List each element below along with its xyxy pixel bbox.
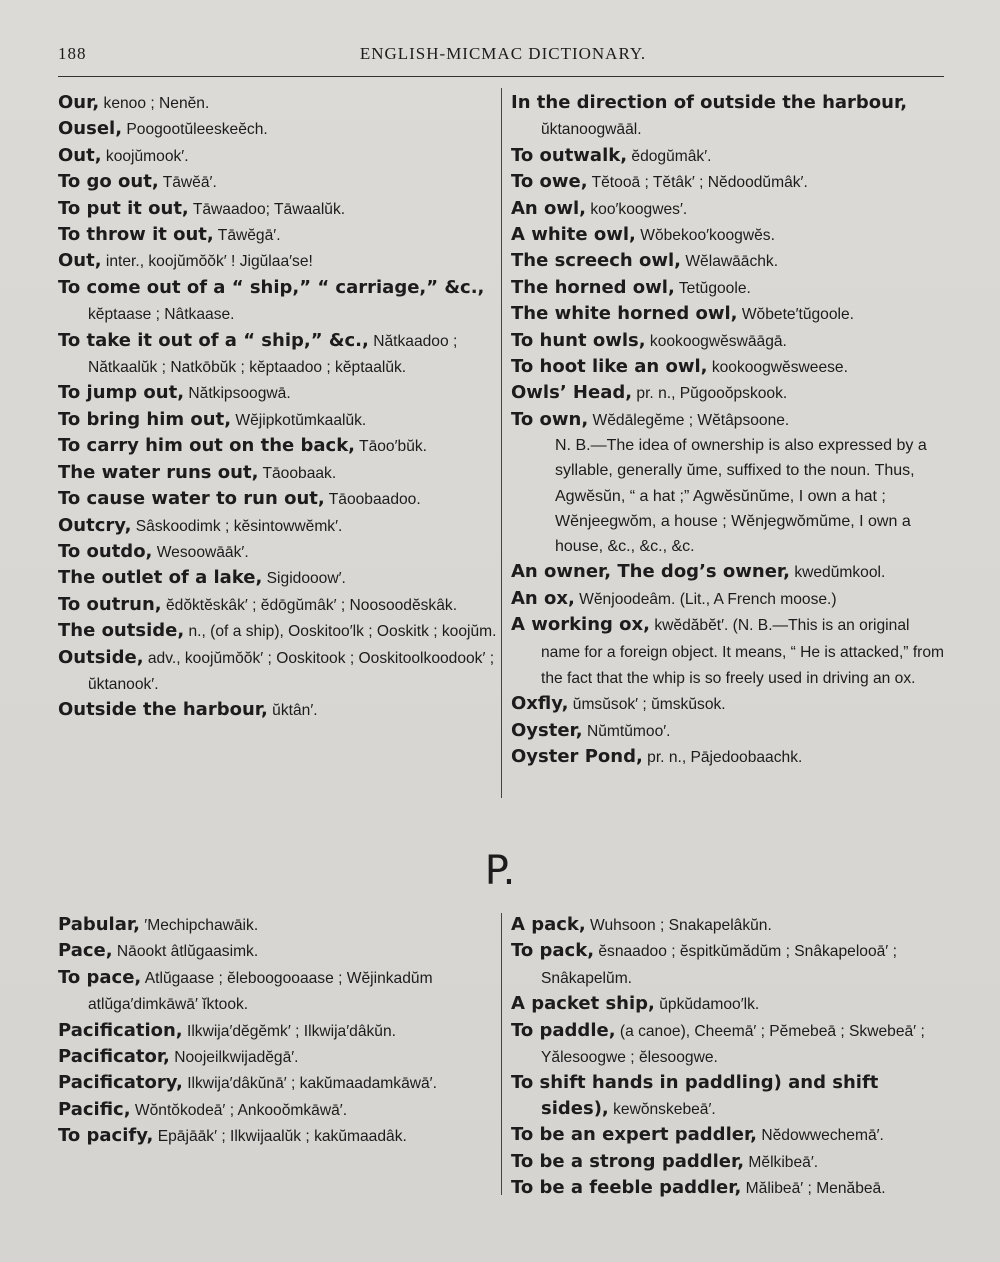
dictionary-entry xyxy=(58,196,498,222)
entry-headword: Pacification, xyxy=(58,1019,183,1041)
dictionary-entry xyxy=(58,275,498,328)
dictionary-entry xyxy=(58,486,498,512)
dictionary-entry xyxy=(58,1123,498,1149)
dictionary-entry xyxy=(511,912,951,938)
entry-gloss: kĕptaase ; Nâtkaase. xyxy=(88,306,235,324)
entry-headword: To carry him out on the back, xyxy=(58,435,355,457)
entry-headword: To outdo, xyxy=(58,540,153,562)
entry-headword: The water runs out, xyxy=(58,461,259,483)
dictionary-entry xyxy=(58,1097,498,1123)
dictionary-entry xyxy=(58,618,498,644)
entry-headword: An owner, The dog’s owner, xyxy=(511,561,790,583)
entry-gloss: Ilkwija′dĕgĕmk′ ; Ilkwija′dâkŭn. xyxy=(182,1022,396,1040)
entry-gloss: Wŏbete′tŭgoole. xyxy=(737,306,854,324)
entry-gloss: Atlŭgaase ; ĕleboogooaase ; Wĕjinkadŭm atlŭga′dimkāwā′ ĭktook. xyxy=(88,969,433,1014)
dictionary-entry xyxy=(511,559,951,585)
entry-headword: Out, xyxy=(58,250,102,272)
entry-gloss: Nătkaadoo ; Nătkaalŭk ; Natkōbŭk ; kĕptaadoo ; kĕptaalŭk. xyxy=(88,332,458,377)
entry-headword: Out, xyxy=(58,144,102,166)
entry-headword: The horned owl, xyxy=(511,276,675,298)
dictionary-entry xyxy=(511,691,951,717)
entry-gloss: Sâskoodimk ; kĕsintowwĕmk′. xyxy=(131,517,343,535)
entry-headword: To hoot like an owl, xyxy=(511,356,708,378)
entry-gloss: Tĕtooā ; Tĕtâk′ ; Nĕdoodŭmâk′. xyxy=(587,174,808,192)
running-head: ENGLISH-MICMAC DICTIONARY. xyxy=(359,44,647,63)
dictionary-entry xyxy=(58,965,498,1018)
dictionary-entry xyxy=(58,539,498,565)
entry-headword: The white horned owl, xyxy=(511,303,738,325)
entry-headword: The screech owl, xyxy=(511,250,681,272)
entry-gloss: Tetŭgoole. xyxy=(674,279,751,297)
entry-headword: To be a strong paddler, xyxy=(511,1150,745,1172)
entry-headword: To jump out, xyxy=(58,382,185,404)
dictionary-entry xyxy=(511,380,951,406)
dictionary-entry xyxy=(511,301,951,327)
entry-gloss: adv., koojŭmŏŏk′ ; Ooskitook ; Ooskitoolkoodook′ ; ŭktanook′. xyxy=(88,649,495,693)
entry-gloss: ŭktân′. xyxy=(267,702,318,720)
entry-headword: A working ox, xyxy=(511,614,650,636)
entry-gloss: ĕdŏktĕskâk′ ; ĕdōgŭmâk′ ; Noosoodĕskâk. xyxy=(161,596,458,614)
dictionary-entry xyxy=(511,1175,951,1201)
dictionary-entry xyxy=(58,248,498,274)
dictionary-entry xyxy=(58,380,498,406)
dictionary-entry xyxy=(511,143,951,169)
entry-headword: Pabular, xyxy=(58,914,140,935)
entry-headword: An ox, xyxy=(511,587,575,609)
dictionary-entry xyxy=(511,586,951,612)
entry-headword: To be an expert paddler, xyxy=(511,1124,758,1146)
dictionary-entry xyxy=(511,407,951,433)
entry-gloss: Tāoobaadoo. xyxy=(324,491,421,509)
entry-headword: To be a feeble paddler, xyxy=(511,1177,742,1199)
entry-gloss: Wĕnjoodeâm. (Lit., A French moose.) xyxy=(574,590,837,608)
entry-gloss: Wĕdālegĕme ; Wĕtâpsoone. xyxy=(588,411,790,429)
entry-headword: Oyster Pond, xyxy=(511,746,643,768)
entry-gloss: ĕdogŭmâk′. xyxy=(627,147,712,165)
entry-headword: Pacificatory, xyxy=(58,1072,183,1094)
entry-gloss: kewŏnskebeā′. xyxy=(608,1100,716,1118)
entry-headword: To owe, xyxy=(511,171,588,193)
entry-headword: Outside the harbour, xyxy=(58,699,268,721)
dictionary-entry xyxy=(511,1018,951,1071)
entry-gloss: Nŭmtŭmoo′. xyxy=(582,722,671,740)
entry-headword: To paddle, xyxy=(511,1019,616,1041)
dictionary-entry xyxy=(58,697,498,723)
dictionary-entry xyxy=(58,938,498,964)
entry-headword: A packet ship, xyxy=(511,993,655,1015)
entry-gloss: n., (of a ship), Ooskitoo′lk ; Ooskitk ; koojŭm. xyxy=(184,623,497,641)
entry-gloss: Wĕlawāāchk. xyxy=(681,253,779,271)
dictionary-entry xyxy=(58,912,498,938)
entry-headword: To outrun, xyxy=(58,593,162,615)
dictionary-entry xyxy=(58,328,498,381)
entry-gloss: Tāwĕā′. xyxy=(158,174,217,192)
dictionary-entry xyxy=(58,116,498,142)
entry-headword: The outlet of a lake, xyxy=(58,567,263,589)
entry-headword: A pack, xyxy=(511,914,586,935)
dictionary-entry xyxy=(58,1070,498,1096)
entry-headword: A white owl, xyxy=(511,224,636,246)
entry-gloss: koojŭmook′. xyxy=(101,147,189,165)
entry-headword: To come out of a “ ship,” “ carriage,” &c., xyxy=(58,276,485,298)
dictionary-entry xyxy=(58,645,498,698)
dictionary-entry xyxy=(511,196,951,222)
entry-headword: To bring him out, xyxy=(58,408,232,430)
entry-gloss: Tāoo′bŭk. xyxy=(355,438,427,456)
entry-headword: To cause water to run out, xyxy=(58,488,325,510)
entry-gloss: kookoogwĕsweese. xyxy=(707,359,848,377)
entry-gloss: Sigidooow′. xyxy=(262,570,346,588)
entry-headword: To own, xyxy=(511,408,589,430)
entry-gloss: kwĕdăbĕt′. (N. B.—This is an original name for a foreign object. It means, “ He is attacked,” from the fact that the whip is so freely used in driving an ox. xyxy=(541,617,945,687)
entry-gloss: Nătkipsoogwā. xyxy=(184,385,291,403)
entry-gloss: Wesoowāāk′. xyxy=(152,543,249,561)
entry-gloss: ĕsnaadoo ; ĕspitkŭmădŭm ; Snâkapelooā′ ; Snâkapelŭm. xyxy=(541,943,897,987)
dictionary-entry xyxy=(58,433,498,459)
entry-headword: To go out, xyxy=(58,171,159,193)
page-number: 188 xyxy=(58,44,87,63)
entry-gloss: pr. n., Pājedoobaachk. xyxy=(642,749,803,767)
entry-gloss: inter., koojŭmŏŏk′ ! Jigŭlaa′se! xyxy=(101,253,313,271)
entry-gloss: Wŏntŏkodeā′ ; Ankooŏmkāwā′. xyxy=(130,1101,348,1119)
entry-gloss: Tāwĕgā′. xyxy=(213,227,281,245)
dictionary-entry xyxy=(58,169,498,195)
entry-gloss: Nāookt âtlŭgaasimk. xyxy=(112,943,259,961)
left-column-top xyxy=(58,90,498,724)
entry-headword: To pace, xyxy=(58,966,142,988)
dictionary-entry xyxy=(511,328,951,354)
entry-headword: An owl, xyxy=(511,197,587,219)
entry-gloss: Ilkwija′dâkŭnā′ ; kakŭmaadamkāwā′. xyxy=(182,1075,437,1093)
entry-headword: Our, xyxy=(58,92,100,113)
entry-headword: To put it out, xyxy=(58,197,189,219)
entry-gloss: (a canoe), Cheemā′ ; Pĕmebeā ; Skwebeā′ ; Yălesoogwe ; ĕlesoogwe. xyxy=(541,1022,925,1067)
entry-headword: To outwalk, xyxy=(511,144,628,166)
dictionary-entry xyxy=(511,354,951,380)
entry-gloss: kwedŭmkool. xyxy=(789,564,886,582)
dictionary-entry xyxy=(511,718,951,744)
entry-gloss: Mălibeā′ ; Menăbeā. xyxy=(741,1180,886,1198)
dictionary-entry xyxy=(511,275,951,301)
header-rule xyxy=(58,76,944,77)
dictionary-entry xyxy=(511,744,951,770)
dictionary-entry xyxy=(511,169,951,195)
entry-headword: Pace, xyxy=(58,940,113,962)
entry-gloss: Poogootŭleeskeĕch. xyxy=(122,121,268,139)
dictionary-entry xyxy=(58,143,498,169)
entry-gloss: Wĕjipkotŭmkaalŭk. xyxy=(231,411,367,429)
entry-gloss: pr. n., Pŭgooŏpskook. xyxy=(632,385,788,403)
page-header xyxy=(58,44,948,74)
entry-gloss: ŭktanoogwāāl. xyxy=(541,121,642,139)
entry-headword: Oyster, xyxy=(511,719,583,741)
entry-headword: To take it out of a “ ship,” &c., xyxy=(58,329,369,351)
dictionary-entry xyxy=(58,460,498,486)
entry-gloss: Wŏbekoo′koogwĕs. xyxy=(635,227,775,245)
entry-gloss: Tāwaadoo; Tāwaalŭk. xyxy=(188,200,346,218)
entry-headword: To shift hands in paddling) and shift sides), xyxy=(511,1072,879,1119)
entry-headword: Pacificator, xyxy=(58,1046,170,1068)
entry-gloss: Nĕdowwechemā′. xyxy=(757,1127,884,1145)
dictionary-entry xyxy=(511,248,951,274)
section-letter: P. xyxy=(484,848,516,894)
entry-headword: To hunt owls, xyxy=(511,329,646,351)
dictionary-entry xyxy=(511,222,951,248)
entry-headword: Ousel, xyxy=(58,118,123,140)
dictionary-entry xyxy=(58,90,498,116)
entry-headword: The outside, xyxy=(58,620,185,642)
entry-gloss: koo′koogwes′. xyxy=(586,200,688,218)
entry-gloss: kookoogwĕswāāgā. xyxy=(645,332,787,350)
entry-headword: Oxfly, xyxy=(511,693,569,715)
ownership-note: N. B.—The idea of ownership is also expressed by a syllable, generally ŭme, suffixed to the noun. Thus, Agwĕsŭn, “ a hat ;” Agwĕsŭnŭme, I own a hat ; Wĕnjeegwŏm, a house ; Wĕnjegwŏmŭme, I own a house, &c., &c., &c. xyxy=(555,437,927,556)
dictionary-entry xyxy=(511,1070,951,1122)
entry-headword: Outcry, xyxy=(58,514,132,536)
entry-gloss: ŭmsŭsok′ ; ŭmskŭsok. xyxy=(568,696,726,714)
entry-headword: Pacific, xyxy=(58,1098,131,1120)
entry-headword: To throw it out, xyxy=(58,224,214,246)
entry-headword: In the direction of outside the harbour, xyxy=(511,92,908,113)
entry-gloss: kenoo ; Nenĕn. xyxy=(99,95,210,112)
dictionary-entry xyxy=(58,1044,498,1070)
dictionary-entry xyxy=(511,991,951,1017)
dictionary-entry xyxy=(58,407,498,433)
entry-headword: Owls’ Head, xyxy=(511,382,633,404)
entry-gloss: Noojeilkwijadĕgā′. xyxy=(169,1049,299,1067)
dictionary-entry xyxy=(511,612,951,691)
dictionary-entry xyxy=(58,1018,498,1044)
entry-gloss: Wuhsoon ; Snakapelâkŭn. xyxy=(585,917,772,934)
dictionary-entry xyxy=(58,222,498,248)
entry-headword: To pacify, xyxy=(58,1125,154,1147)
right-column-bottom xyxy=(511,912,951,1201)
dictionary-entry xyxy=(58,592,498,618)
entry-gloss: ′Mechipchawāik. xyxy=(139,917,259,934)
dictionary-entry xyxy=(511,938,951,991)
dictionary-entry xyxy=(58,565,498,591)
entry-headword: Outside, xyxy=(58,646,144,668)
entry-gloss: Epājāāk′ ; Ilkwijaalŭk ; kakŭmaadâk. xyxy=(153,1128,407,1146)
left-column-bottom xyxy=(58,912,498,1150)
entry-headword: To pack, xyxy=(511,940,595,962)
dictionary-entry xyxy=(511,90,951,143)
column-divider-bottom xyxy=(501,913,502,1195)
entry-gloss: Mĕlkibeā′. xyxy=(744,1153,819,1171)
entry-gloss: ŭpkŭdamoo′lk. xyxy=(654,996,760,1014)
dictionary-entry xyxy=(58,513,498,539)
right-column-top xyxy=(511,90,951,771)
column-divider-top xyxy=(501,88,502,798)
dictionary-entry xyxy=(511,1149,951,1175)
dictionary-entry xyxy=(511,1122,951,1148)
entry-gloss: Tāoobaak. xyxy=(258,464,337,482)
